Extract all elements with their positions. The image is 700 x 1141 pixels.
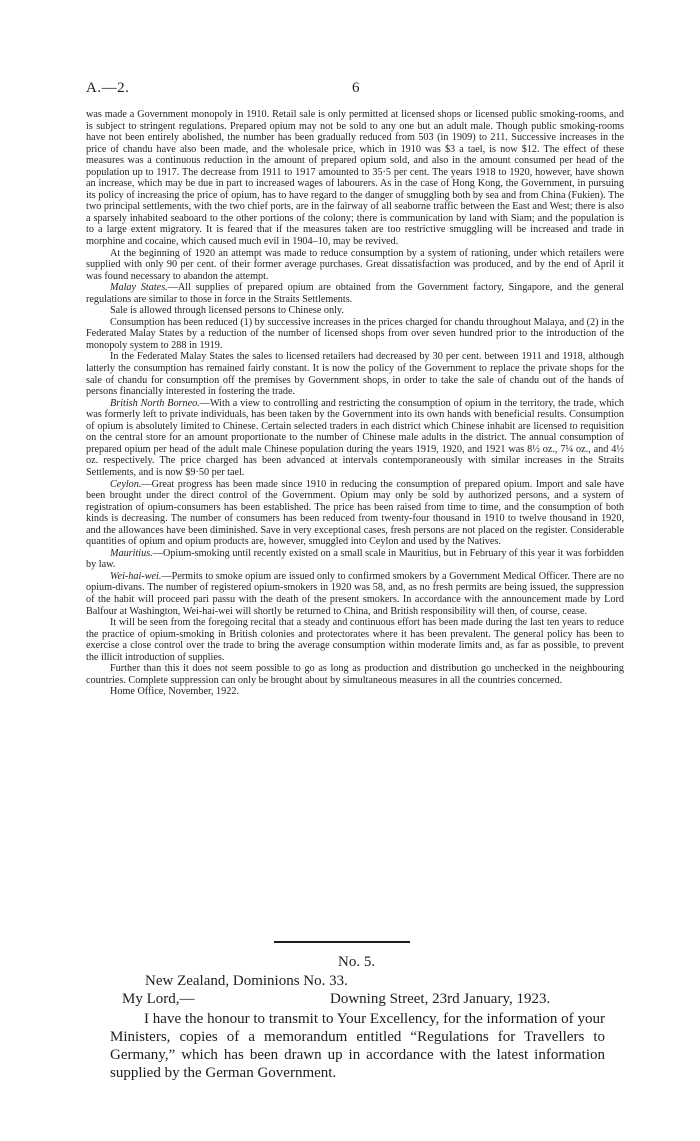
paragraph: At the beginning of 1920 an attempt was made to reduce consumption by a system of rationing, under which retailers were supplied with only 90 per cent. of their former average purchases. Great dissatisfaction was produced, and by the end of April it was found necessary to abandon the attempt. bbox=[86, 247, 624, 282]
paragraph: Sale is allowed through licensed persons to Chinese only. bbox=[110, 305, 344, 317]
paragraph: Wei-hai-wei.—Permits to smoke opium are issued only to confirmed smokers by a Government Medical Officer. There are no opium-divans. The number of registered opium-smokers in 1920 was 58, and, as no fresh permits are being issued, the suppression of the habit will proceed pari passu with the death of the present smokers. In accordance with the announcement made by Lord Balfour at Washington, Wei-hai-wei will shortly be returned to China, and British responsibility will then, of course, cease. bbox=[86, 570, 624, 617]
signature-line: Home Office, November, 1922. bbox=[110, 686, 239, 698]
section-heading: Wei-hai-wei. bbox=[110, 570, 162, 582]
paragraph: Malay States.—All supplies of prepared opium are obtained from the Government factory, Singapore, and the general regulations are similar to those in force in the Straits Settlements. bbox=[86, 282, 624, 305]
paragraph: was made a Government monopoly in 1910. Retail sale is only permitted at licensed shops or licensed public smoking-rooms, and is subject to stringent regulations. Prepared opium may not be sold to any one but an adult male. Though public smoking-rooms have not been entirely abolished, the number has been gradually reduced from 503 (in 1909) to 211. Successive increases in the price of chandu have also been made, and the wholesale price, which in 1910 was $3 a tael, is now $12. The effect of these measures was a continuous reduction in the amount of prepared opium sold, and also in the amount consumed per head of the population up to 1917. The decrease from 1911 to 1917 amounted to 35·5 per cent. The years 1918 to 1920, however, have shown an increase, which may be due in part to increased wages of labourers. As in the case of Hong Kong, the Government, in pursuing its policy of increasing the price of opium, has to have regard to the danger of smuggling both by sea and from China (Fukien). The two principal settlements, with the two chief ports, are in the fairway of all seaborne traffic between the East and West; there is also a sparsely inhabited seaboard to the other portions of the colony; there is communication by land with Siam; and the population is to a large extent migratory. It is feared that if the measures taken are too restrictive smuggling will be increased and trade in morphine and cocaine, which caused much evil in 1904–10, may be revived. bbox=[86, 109, 624, 248]
section-heading: Mauritius. bbox=[110, 547, 153, 559]
section-heading: Malay States. bbox=[110, 282, 168, 294]
paragraph: Consumption has been reduced (1) by successive increases in the prices charged for chandu throughout Malaya, and (2) in the Federated Malay States by a reduction of the number of licensed shops from over seven hundred prior to the introduction of the monopoly system to 288 in 1919. bbox=[86, 316, 624, 351]
paragraph: Further than this it does not seem possible to go as long as production and distribution go unchecked in the neighbouring countries. Complete suppression can only be brought about by simultaneous measures in all the countries concerned. bbox=[86, 663, 624, 686]
section-heading: Ceylon. bbox=[110, 478, 142, 490]
page-number: 6 bbox=[352, 80, 360, 96]
dispatch-dominion: New Zealand, Dominions No. 33. bbox=[145, 973, 348, 989]
section-divider bbox=[274, 941, 410, 943]
report-body bbox=[86, 109, 624, 698]
dispatch-date: Downing Street, 23rd January, 1923. bbox=[330, 991, 551, 1007]
letter-body: I have the honour to transmit to Your Excellency, for the information of your Ministers, copies of a memorandum entitled “Regulations for Travellers to Germany,” which has been drawn up in accordance with the latest information supplied by the German Government. bbox=[110, 1011, 605, 1081]
salutation: My Lord,— bbox=[122, 991, 195, 1007]
paragraph: In the Federated Malay States the sales to licensed retailers had decreased by 30 per cent. between 1911 and 1918, although latterly the consumption has remained fairly constant. It is now the policy of the Government to replace the private shops for the sale of chandu for consumption off the premises by Government shops, in order to take the sale of chandu out of the hands of persons financially interested in fostering the trade. bbox=[86, 351, 624, 398]
section-heading: British North Borneo. bbox=[110, 397, 200, 409]
paragraph: It will be seen from the foregoing recital that a steady and continuous effort has been made during the last ten years to reduce the practice of opium-smoking in British colonies and protectorates where it has been prevalent. The general policy has been to exercise a close control over the trade to bring the average consumption within moderate limits and, as far as possible, to prevent the illicit introduction of supplies. bbox=[86, 617, 624, 663]
paragraph: British North Borneo.—With a view to controlling and restricting the consumption of opium in the territory, the trade, which was formerly left to private individuals, has been taken by the Government into its own hands with beneficial results. Consumption of opium is absolutely limited to Chinese. Certain selected traders in each district which Chinese inhabit are licensed to requisition on the central store for an amount proportionate to the number of Chinese male adults in the district. The annual consumption of prepared opium per head of the adult male Chinese population during the years 1919, 1920, and 1921 was 8½ oz., 7¼ oz., and 4½ oz. respectively. The price charged has been advanced at intervals contemporaneously with similar increases in the Straits Settlements, and is now $9·50 per tael. bbox=[86, 397, 624, 478]
paragraph: Mauritius.—Opium-smoking until recently existed on a small scale in Mauritius, but in February of this year it was forbidden by law. bbox=[86, 547, 624, 571]
dispatch-number: No. 5. bbox=[338, 954, 376, 970]
paragraph: Ceylon.—Great progress has been made since 1910 in reducing the consumption of prepared opium. Import and sale have been brought under the direct control of the Government. Opium may only be sold by authorized persons, and a system of registration of opium-consumers has been established. The price has been raised from time to time, and the consumption of both kinds is decreasing. The number of consumers has been reduced from twenty-four thousand in 1910 to twelve thousand in 1920, and the allowances have been diminished. Save in very exceptional cases, fresh persons are not placed on the register. Considerable quantities of opium and opium products are, however, smuggled into Ceylon and used by the Natives. bbox=[86, 478, 624, 548]
document-reference: A.—2. bbox=[86, 80, 130, 96]
page-header bbox=[86, 80, 616, 100]
